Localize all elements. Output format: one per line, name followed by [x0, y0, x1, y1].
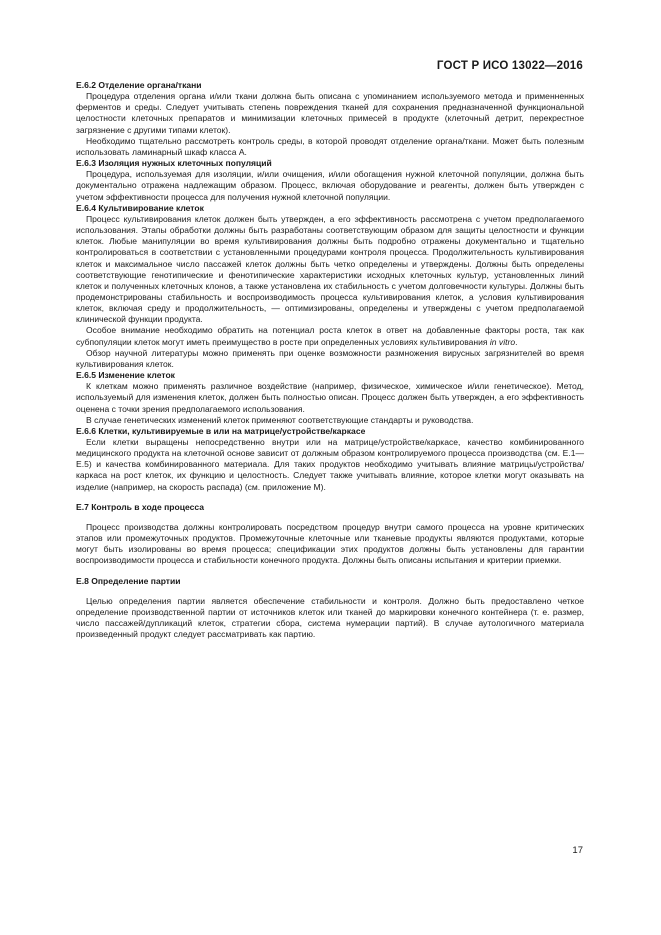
paragraph: Процесс производства должны контролировать посредством процедур внутри самого процесса на уровне критических этапов или промежуточных продуктов. Промежуточные клеточные или тканевые продукты являются продуктами, которые могут быть изолированы во время процесса; спецификации этих продуктов должны быть установлены для гарантии воспроизводимости процесса и стабильности конечного продукта. Должны быть описаны испытания и критерии приемки. — [76, 521, 584, 566]
paragraph: Необходимо тщательно рассмотреть контроль среды, в которой проводят отделение органа/ткани. Может быть полезным использовать ламинарный шкаф класса А. — [76, 135, 584, 157]
paragraph: Если клетки выращены непосредственно внутри или на матрице/устройстве/каркасе, качество комбинированного медицинского продукта на клеточной основе зависит от должным образом контролируемого процесса производства (см. Е.1—Е.5) и качества комбинированного материала. Для таких продуктов необходимо учитывать влияние матрицы/устройства/каркаса на рост клеток, их функцию и целостность. Следует также учитывать влияние, которое клетки могут оказывать на изделие (например, на скорость распада) (см. приложение М). — [76, 437, 584, 492]
section-title-e63: Е.6.3 Изоляция нужных клеточных популяций — [76, 158, 272, 169]
paragraph-text: . — [515, 336, 518, 347]
section-title-e65: Е.6.5 Изменение клеток — [76, 370, 175, 381]
paragraph: Процедура, используемая для изоляции, и/или очищения, и/или обогащения нужной клеточной популяции, должна быть документально отражена надлежащим образом. Процесс, включая оборудование и реагенты, должен быть утвержден с учетом эффективности процесса для получения нужной клеточной популяции. — [76, 169, 584, 202]
section-title-e8: Е.8 Определение партии — [76, 575, 181, 586]
paragraph: Процедура отделения органа и/или ткани должна быть описана с упоминанием используемого метода и применненных ферментов и среды. Следует учитывать степень повреждения тканей для сохранения предназначенной функциональной целостности клеточных препаратов и минимизации клеточных примесей в продукте (клеточный детрит, перекрестное загрязнение с другими типами клеток). — [76, 91, 584, 135]
italic-term: in vitro — [489, 336, 516, 347]
section-title-e62: Е.6.2 Отделение органа/ткани — [76, 80, 202, 90]
paragraph: В случае генетических изменений клеток применяют соответствующие стандарты и руководства. — [86, 414, 474, 425]
paragraph — [76, 325, 584, 347]
standard-designation: ГОСТ Р ИСО 13022—2016 — [436, 60, 583, 72]
paragraph: Процесс культивирования клеток должен быть утвержден, а его эффективность рассмотрена с учетом предполагаемого использования. Этапы обработки должны быть разработаны соответствующим образом для защиты целостности и функции клеток. Любые манипуляции во время культивирования должны быть подробно отражены документально и тщательно контролироваться в соответствии с установленными процедурами контроля процесса. Продолжительность культивирования клеток и максимальное число пассажей клеток должны быть четко определены и утверждены. Должны быть определены соответствующие генотипические и фенотипические характеристики исходных клеточных культур, установленных линий клеток и полученных клеточных клонов, а также установлена их стабильность с учетом долговечности культуры. Должны быть продемонстрированы стабильность и воспроизводимость процесса культивирования клеток, а условия культивирования клеток, включая среду и продолжительность, — оптимизированы, определены и утверждены с учетом предполагаемой клинической функции продукта. — [76, 213, 584, 325]
paragraph: Целью определения партии является обеспечение стабильности и контроля. Должно быть предоставлено четкое определение производственной партии от источников клеток или тканей до маркировки конечного контейнера (т. е. размер, число пассажей/дупликаций клеток, стратегии сбора, система нумерации партий). В случае аутологичного материала произведенный продукт следует рассматривать как партию. — [76, 595, 584, 640]
paragraph-text: Особое внимание необходимо обратить на потенциал роста клеток в ответ на добавленные факторы роста, так как субпопуляции клеток могут иметь преимущество в росте при определенных условиях культивирования — [76, 325, 584, 347]
page-number: 17 — [572, 845, 583, 856]
paragraph: К клеткам можно применять различное воздействие (например, физическое, химическое и/или генетическое). Метод, используемый для изменения клеток, должен быть полностью описан. Процесс должен быть утвержден, а его эффективность оценена с точки зрения предполагаемого использования. — [76, 381, 584, 414]
section-title-e7: Е.7 Контроль в ходе процесса — [76, 501, 204, 512]
section-title-e66: Е.6.6 Клетки, культивируемые в или на матрице/устройстве/каркасе — [76, 425, 366, 436]
paragraph: Обзор научной литературы можно применять при оценке возможности размножения вирусных загрязнителей во время культивирования клеток. — [76, 347, 584, 369]
page-content — [76, 80, 584, 640]
section-title-e64: Е.6.4 Культивирование клеток — [76, 202, 204, 213]
